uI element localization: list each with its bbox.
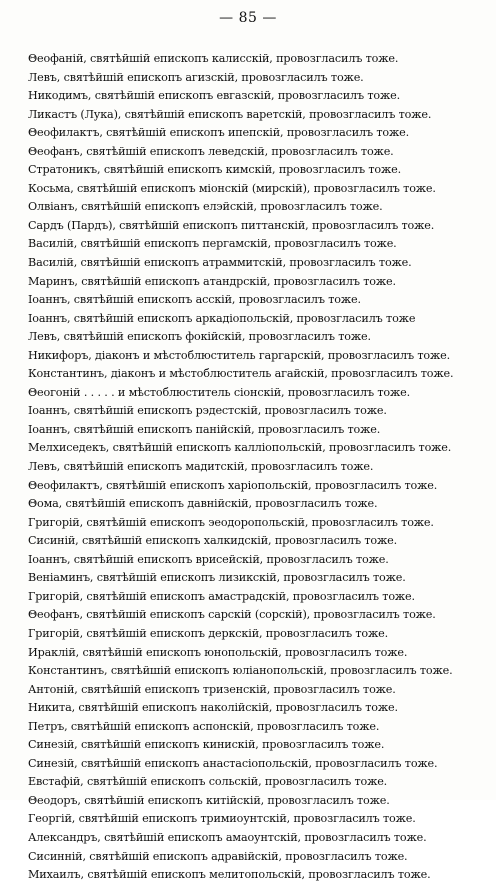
text-line: Сардъ (Пардъ), святѣйшій епископъ питтанскій, провозгласилъ тоже.: [28, 218, 435, 232]
text-line: Василій, святѣйшій епископъ пергамскій, провозгласилъ тоже.: [28, 237, 397, 251]
text-line: Григорій, святѣйшій епископъ амастрадскій, провозгласилъ тоже.: [28, 589, 415, 603]
text-line: Іоаннъ, святѣйшій епископъ асскій, провозгласилъ тоже.: [28, 293, 361, 307]
text-line: Іоаннъ, святѣйшій епископъ аркадіопольскій, провозгласилъ тоже: [28, 311, 416, 325]
text-line: Григорій, святѣйшій епископъ эеодоропольскій, провозгласилъ тоже.: [28, 515, 434, 529]
text-line: Θеофаній, святѣйшій епископъ калисскій, провозгласилъ тоже.: [28, 52, 399, 65]
text-line: Синезій, святѣйшій епископъ анастасіопольскій, провозгласилъ тоже.: [28, 756, 438, 770]
text-line: Василій, святѣйшій епископъ атраммитскій, провозгласилъ тоже.: [28, 256, 412, 270]
text-line: Левъ, святѣйшій епископъ агизскій, провозгласилъ тоже.: [28, 70, 364, 84]
text-line: Іоаннъ, святѣйшій епископъ панійскій, провозгласилъ тоже.: [28, 422, 381, 436]
text-line: Θеофилактъ, святѣйшій епископъ ипепскій, провозгласилъ тоже.: [28, 126, 410, 140]
text-line: Никифоръ, діаконъ и мѣстоблюститель гаргарскій, провозгласилъ тоже.: [28, 348, 451, 362]
text-line: Синезій, святѣйшій епископъ кинискій, провозгласилъ тоже.: [28, 738, 385, 752]
text-line: Θеогоній . . . . . и мѣстоблюститель сіонскій, провозгласилъ тоже.: [28, 385, 411, 399]
text-line: Георгій, святѣйшій епископъ тримиоунтскій, провозгласилъ тоже.: [28, 812, 416, 826]
text-line: Θеодоръ, святѣйшій епископъ китійскій, провозгласилъ тоже.: [28, 793, 390, 807]
text-line: Михаилъ, святѣйшій епископъ мелитопольскій, провозгласилъ тоже.: [28, 868, 431, 882]
text-line: Веніаминъ, святѣйшій епископъ лизикскій, провозгласилъ тоже.: [28, 571, 406, 585]
text-line: Никодимъ, святѣйшій епископъ евгазскій, провозгласилъ тоже.: [28, 89, 401, 103]
text-line: Θеофилактъ, святѣйшій епископъ харіопольскій, провозгласилъ тоже.: [28, 478, 438, 492]
text-line: Петръ, святѣйшій епископъ аспонскій, провозгласилъ тоже.: [28, 719, 380, 733]
text-line: Никита, святѣйшій епископъ наколійскій, провозгласилъ тоже.: [28, 701, 398, 715]
text-line: Александръ, святѣйшій епископъ амаоунтскій, провозгласилъ тоже.: [28, 830, 427, 844]
text-lines: [28, 50, 478, 885]
text-line: Левъ, святѣйшій епископъ фокійскій, провозгласилъ тоже.: [28, 330, 371, 344]
text-line: Косьма, святѣйшій епископъ міонскій (мирскій), провозгласилъ тоже.: [28, 181, 436, 195]
text-line: Сисинній, святѣйшій епископъ адравійскій, провозгласилъ тоже.: [28, 849, 408, 863]
text-line: Левъ, святѣйшій епископъ мадитскій, провозгласилъ тоже.: [28, 460, 374, 474]
text-line: Константинъ, святѣйшій епископъ юліанопольскій, провозгласилъ тоже.: [28, 664, 453, 678]
text-line: Θома, святѣйшій епископъ давнійскій, провозгласилъ тоже.: [28, 497, 378, 511]
text-line: Ликастъ (Лука), святѣйшій епископъ варетскій, провозгласилъ тоже.: [28, 107, 432, 121]
text-line: Маринъ, святѣйшій епископъ атандрскій, провозгласилъ тоже.: [28, 274, 396, 288]
text-line: Олвіанъ, святѣйшій епископъ елэйскій, провозгласилъ тоже.: [28, 200, 383, 214]
text-line: Григорій, святѣйшій епископъ деркскій, провозгласилъ тоже.: [28, 626, 388, 640]
text-line: Мелхиседекъ, святѣйшій епископъ калліопольскій, провозгласилъ тоже.: [28, 441, 452, 455]
page-number: — 85 —: [219, 10, 277, 26]
text-line: Сисиній, святѣйшій епископъ халкидскій, провозгласилъ тоже.: [28, 534, 398, 548]
text-line: Θеофанъ, святѣйшій епископъ сарскій (сорскій), провозгласилъ тоже.: [28, 608, 436, 622]
text-line: Іоаннъ, святѣйшій епископъ рэдестскій, провозгласилъ тоже.: [28, 404, 387, 418]
text-line: Іоаннъ, святѣйшій епископъ врисейскій, провозгласилъ тоже.: [28, 552, 389, 566]
text-line: Θеофанъ, святѣйшій епископъ леведскій, провозгласилъ тоже.: [28, 144, 394, 158]
text-line: Антоній, святѣйшій епископъ тризенскій, провозгласилъ тоже.: [28, 682, 396, 696]
text-line: Евстафій, святѣйшій епископъ сольскій, провозгласилъ тоже.: [28, 775, 388, 789]
text-line: Стратоникъ, святѣйшій епископъ кимскій, провозгласилъ тоже.: [28, 163, 402, 177]
text-line: Константинъ, діаконъ и мѣстоблюститель агайскій, провозгласилъ тоже.: [28, 367, 454, 381]
text-line: Ираклій, святѣйшій епископъ юнопольскій, провозгласилъ тоже.: [28, 645, 408, 659]
